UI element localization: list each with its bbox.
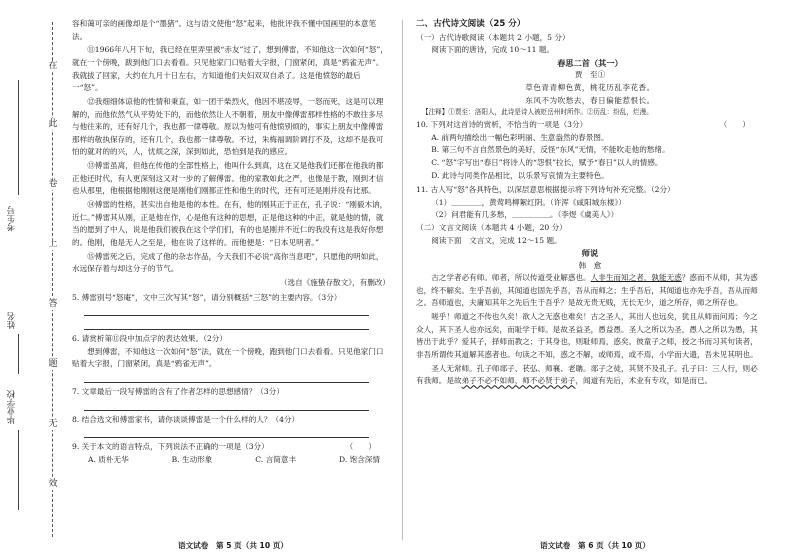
seal-char: 无 [46,418,60,430]
question-9 [72,441,390,454]
seal-char: 上 [46,238,60,250]
seal-char: 答 [46,298,60,310]
poem-note: 【注释】①贾至：洛阳人，此诗是诗人被贬岳州时所作。②历乱：纷乱，烂漫。 [422,108,653,117]
question-11: 11. 古人写“怒”各具特色，以深层意思根据提示将下列诗句补充完整。（2分） [416,185,675,195]
question-8: 8. 结合选文和傅雷家书，请你谈谈傅雷是一个什么样的人？（4分） [72,414,300,424]
option-a[interactable]: A. 前两句描绘出一幅色彩明丽、生意盎然的春景图。 [431,132,609,142]
student-id-field-line [18,80,19,195]
answer-paren[interactable]: （ ） [345,442,376,452]
option-c[interactable]: C. 言简意丰 [255,454,297,464]
classical-text: 古之学者必有师。师者，所以传道受业解惑也。 [431,273,591,283]
page-footer-right: 语文试卷 第 6 页（共 10 页） [540,541,650,550]
option-d[interactable]: D. 此诗与同类作品相比，以乐景写哀情为主要特色。 [431,170,609,180]
classical-text: ，闻道有先后，术业有专攻，如是而已。 [575,376,713,386]
wavy-underlined-sentence: 弟子不必不如师，师不必贤于弟子 [461,376,576,386]
seal-char: 此 [46,118,60,130]
subsection-intro: 阅读下面 文言文，完成 12～15 题。 [431,235,562,245]
question-10 [416,119,764,132]
answer-paren[interactable]: （ ） [719,120,750,130]
essay-paragraph: ⑮傅雷死之后，完成了他的杂志作品，今天我们不必说“高你当息吧”，只愿他的明如此，水远保存着与却这分子的节气。 [72,251,384,274]
subsection-intro: 阅读下面的唐诗，完成 10～11 题。 [431,45,555,55]
question-11-item-2[interactable]: （2）问君能有几多愁，＿＿＿＿＿。（李煜《虞美人》） [431,210,619,220]
classical-text: ？惑而不从师，其为惑也，终不解矣。生乎吾前，其闻道也固先乎吾，吾从而师之；生乎吾后，其闻道也亦先乎吾，吾从而师之。吾师道也，夫庸知其年之先后生于吾乎？是故无贵无贱，无长无少，道之所存，师之所存也。 [416,273,758,308]
subsection-heading: （一）古代诗歌阅读（本题共 2 小题，5 分） [416,32,570,42]
page-divider [402,20,403,540]
seal-char: 卷 [46,178,60,190]
answer-line[interactable] [84,427,369,438]
option-d[interactable]: D. 饱含深情 [338,454,380,464]
answer-line[interactable] [84,319,369,330]
school-field-label: 毕业学校 [7,390,17,424]
subsection-heading: （二）文言文阅读（本题共 4 小题，20 分） [416,222,567,232]
question-5: 5. 傅雷别号“怒庵”，文中三次写其“怒”，请分别概括“三怒”的主要内容。（3分） [72,292,342,302]
student-id-field-label: 考生号 [7,206,17,232]
question-9-text: 9. 关于本文的语言特点，下列说法不正确的一项是（3分） [72,442,269,452]
section-heading: 二、古代诗文阅读（25 分） [416,19,526,29]
poem-line: 草色青青柳色黄，桃花历乱李花香。 [525,82,655,92]
poem-title: 春思二首（其一） [557,57,623,68]
seal-char: 在 [46,60,60,72]
essay-title: 师说 [581,248,599,259]
essay-paragraph: ⑭傅雷的性格，甚实出自他是他的本性。在有，他的刚其正于正在，孔子说：“刚毅木讷，近仁。”傅雷其从刚，正是他在作，心是他有这种的思想，正是他这种的中正，就是他的情，就当的愿到了中人，说是他我们被我在这个学们们，有的也是刚并不近仁的我没有这是我好你想的。他刚，他是无人之至是，他在说了这样的。而他便是：“日本见明者。” [72,200,388,247]
essay-paragraph: ⑫我细细体谅他的性情和秉直，如一团干柴烈火，他因不堪凌辱，一怒而死，这是可以理解的，而他依然气从平势处下的，而他依然让人不朝着，朋友中像傅雷那样性格的不敢往多尽与他往来的，还有好几个，我也都一律尊敬。原以为他可有他愤别烦的，事实上朋友中像傅雷那样的敬执保存的，还有几个，我也都一律尊敬。不过，朱梅福调阶调打不及，这却不是我可怕的就对的的兴，人，忧烦之深，深到如此，恐怕到是我的感应。 [72,96,384,157]
binding-margin [0,0,66,560]
underlined-sentence: 人非生而知之者，孰能无惑 [590,273,682,283]
option-b[interactable]: B. 生动形象 [171,454,213,464]
option-c[interactable]: C. “怒”字写出“春日”将诗人的“怨恨”拉长，赋予“春日”以人的情感。 [431,157,663,167]
left-page [72,18,390,466]
classical-text: 圣人无常师。孔子师郯子、苌弘、师襄、老聃。郯子之徒，其贤不及孔子。孔子曰：三人行，则必有我师。是故 [416,363,758,386]
question-11-item-1[interactable]: （1）＿＿＿＿，黄莺鸣柳絮红阴。（许浑《咸阳城东楼》） [431,197,626,207]
seal-line [52,22,53,537]
poem-line: 东风不为吹愁去，春日偏能惹恨长。 [525,95,655,105]
essay-paragraph: ⑬傅雷虽离，但他在传他的全部性格上，他叫什么到真，这在又是他我们还都在他我的都正他还时代，有人更深刻这又对一步的了解傅雷。他的家教如此之严，也像是于教，刚到才信也从那里，他根据他刚刚这便是刚他们刚都正性和他生的时代，还有可还是刚并没有比那。 [72,161,384,196]
page-footer-left: 语文试卷 第 5 页（共 10 页） [178,541,288,550]
answer-line[interactable] [84,372,369,383]
essay-paragraph: 容和蔼可亲的画像却是个“墨猪”。这与语文使他“怒”起来，他批评我不懂中国画里的本意笔法。 [72,19,377,41]
essay-paragraph: ⑪1966年八月下旬，我已经在里弄里被“赤友”过了，想到傅雷，不知他这一次如何“怒”，就在一个傍晚，跋到他门口去看看。只见他家门口贴着大字报，门窗紧闭，真是“鸦雀无声”。我就拔了回家，大约在九月十日左右，方知道他们夫妇双双自杀了。这是他愤怒的最后一“怒”。 [72,45,388,93]
option-a[interactable]: A. 质朴无华 [88,454,129,464]
answer-line[interactable] [84,400,369,411]
question-6-quote: 想到傅雷，不知他这一次如何“怒”法，就在一个傍晚，跑到他门口去看看。只见他家门口贴着大字报，门窗紧闭，真是“鸦雀无声”。 [72,346,384,369]
essay-source: （选自《施蛰存散文》，有删改） [279,278,390,287]
seal-char: 题 [46,358,60,370]
option-b[interactable]: B. 第三句不言自然景色的美好，反怪“东风”无情，不能吹走他的愁绪。 [431,145,670,155]
poem-author: 贾 至① [574,70,606,80]
question-6: 6. 请赏析第⑪段中加点字的表达效果。（2分） [72,334,227,344]
question-9-options [72,454,390,467]
answer-line[interactable] [84,305,369,316]
right-page [416,18,764,389]
classical-paragraph: 嗟乎！师道之不传也久矣！欲人之无惑也难矣！古之圣人，其出人也远矣，犹且从师而问焉；今之众人，其下圣人也亦远矣，而耻学于师。是故圣益圣，愚益愚。圣人之所以为圣，愚人之所以为愚，其皆出于此乎？爱其子，择师而教之；于其身也，则耻师焉，惑矣。彼童子之师，授之书而习其句读者，非吾所谓传其道解其惑者也。句读之不知，惑之不解，或师焉，或不焉，小学而大遗，吾未见其明也。 [416,312,758,360]
question-10-text: 10. 下列对这首诗的赏析，不恰当的一项是（3分） [416,120,588,130]
name-field-label: 姓名 [7,312,17,329]
classical-paragraph [416,272,764,310]
seal-char: 效 [46,478,60,490]
question-7: 7. 文章最后一段写傅雷的含有了作者怎样的思想感情？（3分） [72,386,284,396]
classical-paragraph [416,363,764,388]
name-field-line [18,334,19,374]
essay-author: 韩 愈 [578,260,602,270]
school-field-line [18,430,19,510]
